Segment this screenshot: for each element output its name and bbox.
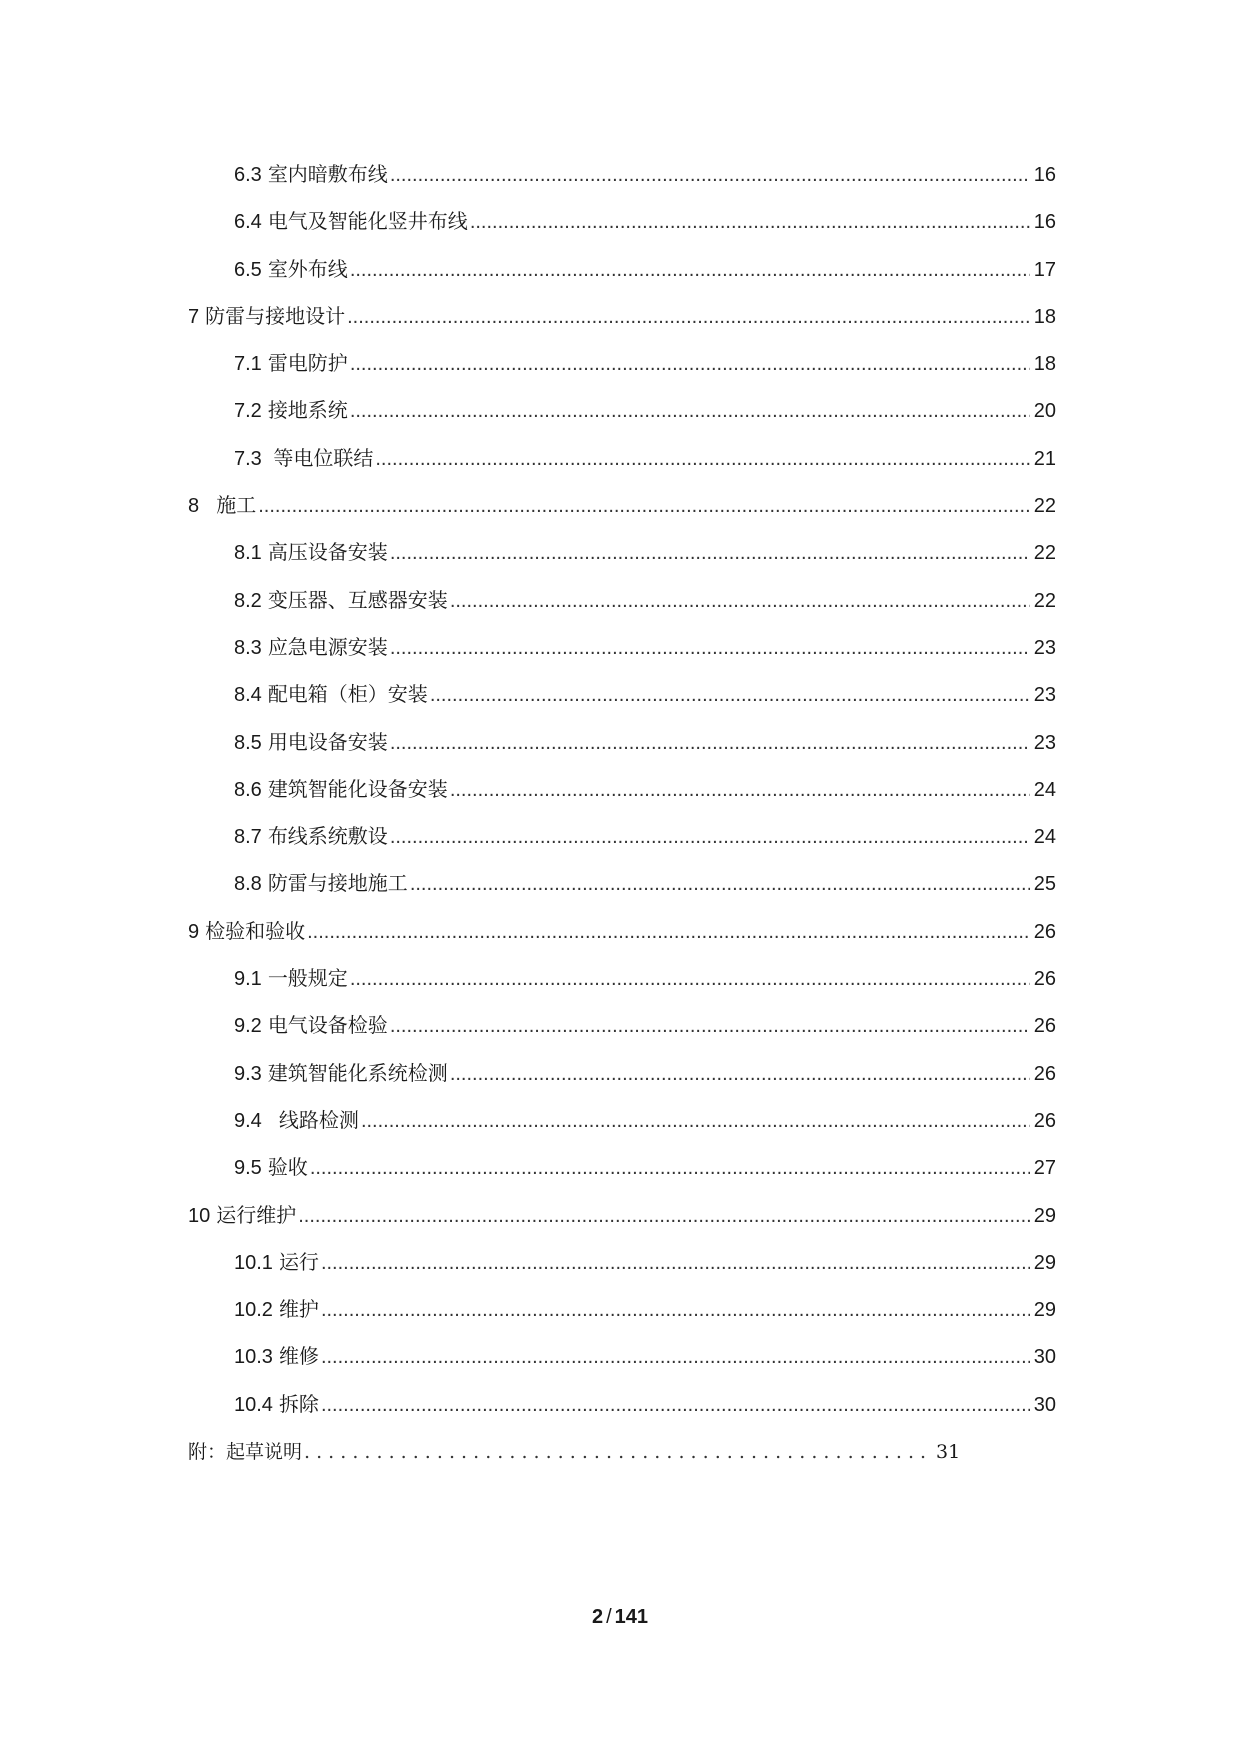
- toc-entry-page: 26: [1033, 920, 1056, 943]
- toc-leader-dots: [450, 1051, 1030, 1098]
- toc-entry-title: 配电箱（柜）安装: [267, 684, 428, 707]
- toc-leader-dots: [307, 909, 1030, 956]
- toc-entry[interactable]: [188, 530, 1056, 577]
- toc-leader-dots: [258, 483, 1030, 530]
- toc-entry-number: 9.3: [234, 1062, 262, 1085]
- toc-entry[interactable]: [188, 1193, 1056, 1240]
- toc-entry-title: 附：起草说明: [188, 1441, 303, 1464]
- toc-entry-page: 30: [1033, 1393, 1056, 1416]
- toc-entry-page: 24: [1033, 826, 1056, 849]
- toc-entry[interactable]: [188, 341, 1056, 388]
- toc-leader-dots: [375, 436, 1030, 483]
- toc-entry-title: 高压设备安装: [267, 542, 388, 565]
- toc-entry-number: 10.4: [234, 1393, 273, 1416]
- toc-entry[interactable]: [188, 294, 1056, 341]
- toc-entry[interactable]: [188, 956, 1056, 1003]
- toc-entry-number: 9.4: [234, 1109, 262, 1132]
- toc-entry-page: 29: [1033, 1299, 1056, 1322]
- toc-entry-number: 8.7: [234, 826, 262, 849]
- toc-leader-dots: [350, 388, 1030, 435]
- toc-leader-dots: [410, 861, 1030, 908]
- toc-entry-page: 29: [1033, 1251, 1056, 1274]
- toc-entry-number: 9.1: [234, 968, 262, 991]
- toc-leader-dots: [390, 1003, 1030, 1050]
- toc-entry[interactable]: [188, 436, 1056, 483]
- toc-entry-title: 维修: [278, 1346, 319, 1369]
- toc-leader-dots: [321, 1287, 1030, 1334]
- toc-leader-dots: [350, 247, 1030, 294]
- toc-entry-number: 10: [188, 1204, 211, 1227]
- toc-entry[interactable]: [188, 861, 1056, 908]
- toc-entry-page: 16: [1033, 211, 1056, 234]
- toc-entry[interactable]: [188, 1287, 1056, 1334]
- toc-entry-number: 10.1: [234, 1251, 273, 1274]
- toc-entry-number: 7.3: [234, 447, 262, 470]
- toc-entry-page: 22: [1033, 589, 1056, 612]
- table-of-contents: [188, 152, 1056, 1476]
- toc-entry-title: 接地系统: [267, 400, 348, 423]
- toc-entry-page: 22: [1033, 542, 1056, 565]
- toc-entry[interactable]: [188, 1334, 1056, 1381]
- toc-entry-title: 用电设备安装: [267, 731, 388, 754]
- toc-entry[interactable]: [188, 483, 1056, 530]
- toc-entry-number: 7.2: [234, 400, 262, 423]
- toc-entry-number: 8.4: [234, 684, 262, 707]
- toc-entry[interactable]: [188, 1145, 1056, 1192]
- toc-entry-title: 维护: [278, 1299, 319, 1322]
- toc-entry[interactable]: [188, 247, 1056, 294]
- total-page-count: 141: [614, 1606, 649, 1628]
- page-separator: /: [606, 1606, 612, 1628]
- toc-entry-number: 9.5: [234, 1157, 262, 1180]
- toc-entry[interactable]: [188, 720, 1056, 767]
- toc-entry[interactable]: [188, 388, 1056, 435]
- toc-rows: [188, 152, 1056, 1429]
- toc-entry-number: 10.3: [234, 1346, 273, 1369]
- toc-entry-number: 8.8: [234, 873, 262, 896]
- toc-leader-dots: [390, 625, 1030, 672]
- toc-entry-page: 21: [1033, 447, 1056, 470]
- current-page-number: 2: [591, 1606, 604, 1628]
- toc-entry-number: 6.4: [234, 211, 262, 234]
- toc-entry[interactable]: [188, 1240, 1056, 1287]
- toc-entry-title: 雷电防护: [267, 353, 348, 376]
- toc-entry[interactable]: [188, 625, 1056, 672]
- toc-entry-page: 26: [1033, 1062, 1056, 1085]
- page-footer: [0, 1606, 1240, 1629]
- toc-entry-page: 23: [1033, 636, 1056, 659]
- toc-entry-page: 27: [1033, 1157, 1056, 1180]
- toc-entry-page: 30: [1033, 1346, 1056, 1369]
- toc-entry-number: 8: [188, 495, 200, 518]
- toc-leader-dots: [321, 1240, 1030, 1287]
- toc-entry-title: 防雷与接地施工: [267, 873, 408, 896]
- toc-entry-page: 23: [1033, 731, 1056, 754]
- toc-entry-number: 7: [188, 305, 200, 328]
- toc-entry-title: 建筑智能化系统检测: [267, 1062, 448, 1085]
- toc-entry-title: 一般规定: [267, 968, 348, 991]
- toc-leader-dots: [430, 672, 1030, 719]
- toc-entry-title: 施工: [205, 495, 257, 518]
- toc-entry-page: 18: [1033, 305, 1056, 328]
- toc-entry-title: 室内暗敷布线: [267, 164, 388, 186]
- toc-leader-dots: [310, 1145, 1030, 1192]
- toc-entry-page: 31: [936, 1441, 961, 1464]
- toc-entry-title: 电气设备检验: [267, 1015, 388, 1038]
- toc-leader-dots: [350, 341, 1030, 388]
- toc-leader-dots: [304, 1429, 930, 1476]
- toc-entry-number: 6.3: [234, 164, 262, 186]
- toc-leader-dots: [361, 1098, 1030, 1145]
- toc-entry-number: 10.2: [234, 1299, 273, 1322]
- toc-entry-title: 检验和验收: [205, 920, 306, 943]
- toc-leader-dots: [321, 1382, 1030, 1429]
- toc-entry-number: 6.5: [234, 258, 262, 281]
- toc-entry-number: 8.3: [234, 636, 262, 659]
- toc-entry-title: 应急电源安装: [267, 636, 388, 659]
- toc-entry-title: 建筑智能化设备安装: [267, 778, 448, 801]
- toc-entry-title: 运行维护: [216, 1204, 297, 1227]
- toc-entry[interactable]: [188, 814, 1056, 861]
- toc-entry[interactable]: [188, 1003, 1056, 1050]
- toc-entry-page: 29: [1033, 1204, 1056, 1227]
- toc-leader-dots: [450, 767, 1030, 814]
- toc-entry-title: 布线系统敷设: [267, 826, 388, 849]
- toc-leader-dots: [470, 199, 1030, 246]
- toc-entry[interactable]: [188, 1098, 1056, 1145]
- toc-entry[interactable]: [188, 767, 1056, 814]
- toc-entry[interactable]: [188, 152, 1056, 199]
- toc-entry-number: 9: [188, 920, 200, 943]
- toc-entry-title: 线路检测: [267, 1109, 359, 1132]
- toc-entry-title: 等电位联结: [267, 447, 374, 470]
- toc-leader-dots: [390, 152, 1030, 199]
- toc-entry[interactable]: [188, 199, 1056, 246]
- toc-entry-page: 26: [1033, 1109, 1056, 1132]
- toc-entry-title: 验收: [267, 1157, 308, 1180]
- toc-entry-page: 26: [1033, 1015, 1056, 1038]
- toc-entry-appendix[interactable]: [188, 1429, 1056, 1476]
- toc-leader-dots: [298, 1193, 1030, 1240]
- toc-entry-title: 运行: [278, 1251, 319, 1274]
- toc-leader-dots: [390, 530, 1030, 577]
- toc-entry-number: 8.5: [234, 731, 262, 754]
- toc-entry[interactable]: [188, 1051, 1056, 1098]
- toc-entry-page: 20: [1033, 400, 1056, 423]
- toc-entry-page: 16: [1033, 164, 1056, 186]
- toc-entry[interactable]: [188, 672, 1056, 719]
- toc-entry-title: 室外布线: [267, 258, 348, 281]
- toc-entry-title: 变压器、互感器安装: [267, 589, 448, 612]
- toc-leader-dots: [321, 1334, 1030, 1381]
- toc-entry-page: 25: [1033, 873, 1056, 896]
- toc-entry-title: 电气及智能化竖井布线: [267, 211, 468, 234]
- toc-entry[interactable]: [188, 1382, 1056, 1429]
- toc-entry-page: 24: [1033, 778, 1056, 801]
- toc-leader-dots: [390, 720, 1030, 767]
- toc-entry-title: 拆除: [278, 1393, 319, 1416]
- toc-entry-number: 7.1: [234, 353, 262, 376]
- toc-entry-page: 26: [1033, 968, 1056, 991]
- toc-leader-dots: [350, 956, 1030, 1003]
- toc-entry[interactable]: [188, 578, 1056, 625]
- toc-entry-title: 防雷与接地设计: [205, 305, 346, 328]
- toc-entry-number: 9.2: [234, 1015, 262, 1038]
- toc-entry-number: 8.6: [234, 778, 262, 801]
- toc-leader-dots: [390, 814, 1030, 861]
- toc-entry-number: 8.1: [234, 542, 262, 565]
- toc-entry-page: 22: [1033, 495, 1056, 518]
- toc-entry-page: 23: [1033, 684, 1056, 707]
- toc-entry[interactable]: [188, 909, 1056, 956]
- toc-entry-page: 18: [1033, 353, 1056, 376]
- toc-entry-page: 17: [1033, 258, 1056, 281]
- toc-entry-number: 8.2: [234, 589, 262, 612]
- toc-leader-dots: [347, 294, 1030, 341]
- toc-leader-dots: [450, 578, 1030, 625]
